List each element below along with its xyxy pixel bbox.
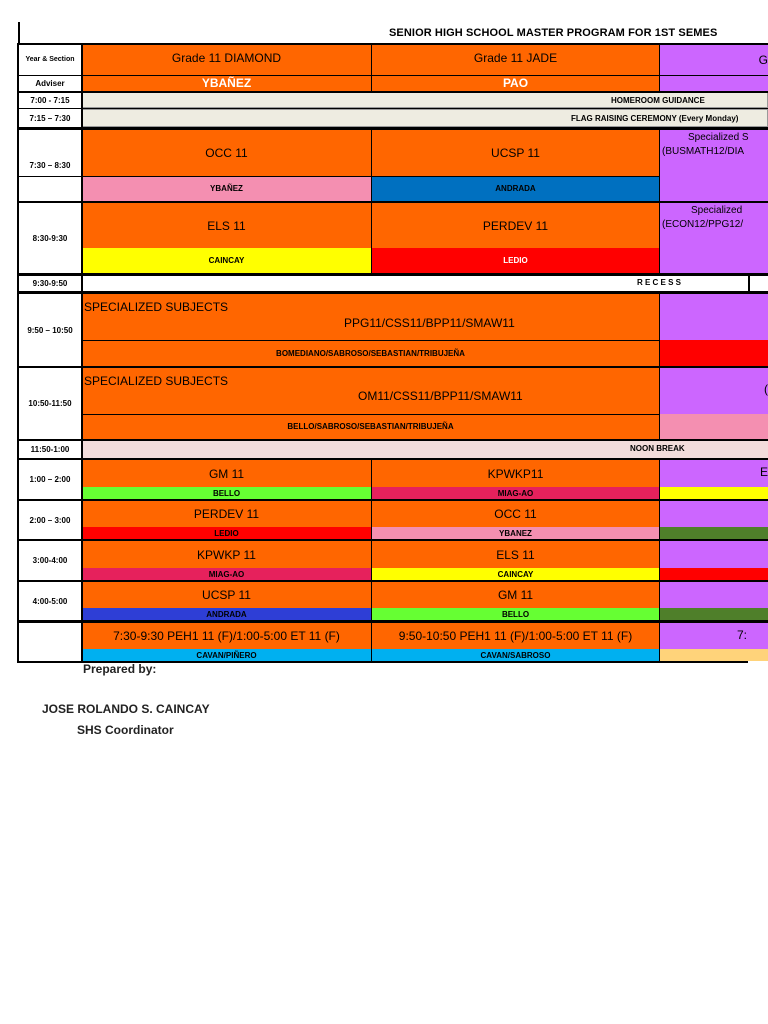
- time-label: 11:50-1:00: [30, 445, 70, 454]
- teacher-cell: ANDRADA: [371, 176, 659, 201]
- time-label: 7:15 – 7:30: [29, 113, 71, 123]
- teacher-cell: BELLO: [371, 608, 659, 620]
- time-label: 7:30 – 8:30: [29, 161, 71, 170]
- subject-cell: PERDEV 11: [82, 501, 371, 527]
- subject-cell: GM 11: [82, 460, 371, 487]
- year-section-label: Year & Section: [25, 56, 75, 63]
- time-label: 7:00 - 7:15: [30, 95, 70, 105]
- pe-teacher-cell-third: [659, 649, 768, 661]
- teacher-cell: MIAG-AO: [371, 487, 659, 499]
- pe-schedule-cell: 9:50-10:50 PEH1 11 (F)/1:00-5:00 ET 11 (F): [371, 623, 659, 649]
- subject-cell: UCSP 11: [82, 582, 371, 608]
- time-label-empty: [18, 623, 82, 661]
- time-label: 8:30-9:30: [32, 233, 68, 243]
- recess-banner: [82, 276, 768, 291]
- specialized-heading: SPECIALIZED SUBJECTS: [84, 300, 229, 314]
- noon-break-banner: [82, 441, 768, 458]
- subject-cell: KPWKP 11: [82, 541, 371, 568]
- subject-cell: KPWKP11: [371, 460, 659, 487]
- specialized-block: [82, 368, 659, 414]
- section-jade: Grade 11 JADE: [371, 44, 659, 75]
- subject-cell: OCC 11: [371, 501, 659, 527]
- subject-cell: OCC 11: [82, 130, 371, 176]
- specialized-subjects: PPG11/CSS11/BPP11/SMAW11: [344, 316, 515, 330]
- subject-cell-third: [659, 203, 768, 248]
- pe-teacher-cell: CAVAN/SABROSO: [371, 649, 659, 661]
- time-label: 10:50-11:50: [28, 399, 72, 408]
- subject-cell: ELS 11: [371, 541, 659, 568]
- teacher-cell-third: [659, 414, 768, 439]
- teacher-cell: CAINCAY: [371, 568, 659, 580]
- specialized-teachers: BELLO/SABROSO/SEBASTIAN/TRIBUJEÑA: [82, 414, 659, 439]
- specialized-subjects: OM11/CSS11/BPP11/SMAW11: [358, 389, 523, 403]
- homeroom-banner: [82, 92, 768, 108]
- pe-schedule-cell: 7:30-9:30 PEH1 11 (F)/1:00-5:00 ET 11 (F): [82, 623, 371, 649]
- subject-cell: PERDEV 11: [371, 203, 659, 248]
- subject-cell-third: [659, 582, 768, 608]
- adviser-jade: PAO: [371, 75, 659, 91]
- teacher-cell-third: [659, 608, 768, 620]
- teacher-cell-third: [659, 340, 768, 366]
- teacher-cell: ANDRADA: [82, 608, 371, 620]
- recess-text: R E C E S S: [637, 278, 682, 287]
- subject-cell-third: [659, 501, 768, 527]
- subject-line: Specialized: [691, 205, 743, 216]
- subject-line: (ECON12/PPG12/: [662, 219, 744, 230]
- subject-cell-third: [659, 460, 768, 487]
- document-title: SENIOR HIGH SCHOOL MASTER PROGRAM FOR 1ST SEMES: [389, 27, 718, 39]
- teacher-cell-third: [659, 248, 768, 273]
- time-label: 9:30-9:50: [32, 279, 68, 288]
- time-label: 1:00 – 2:00: [29, 475, 71, 484]
- section-diamond: Grade 11 DIAMOND: [82, 44, 371, 75]
- teacher-cell: LEDIO: [82, 527, 371, 539]
- time-label: 4:00-5:00: [32, 596, 68, 606]
- partial-text: E: [759, 465, 768, 479]
- time-label: 3:00-4:00: [32, 556, 68, 565]
- time-label: 9:50 – 10:50: [27, 325, 73, 335]
- noon-break-text: NOON BREAK: [630, 444, 685, 453]
- teacher-cell: YBANEZ: [371, 527, 659, 539]
- section-third: G: [659, 44, 768, 75]
- teacher-cell-third: [659, 176, 768, 201]
- teacher-cell-third: [659, 487, 768, 499]
- specialized-heading: SPECIALIZED SUBJECTS: [84, 374, 229, 388]
- coordinator-name: JOSE ROLANDO S. CAINCAY: [42, 702, 210, 716]
- flag-ceremony-text: FLAG RAISING CEREMONY (Every Monday): [571, 113, 739, 123]
- subject-cell-third: [659, 130, 768, 176]
- subject-line: Specialized S: [688, 132, 749, 143]
- teacher-cell: YBAÑEZ: [82, 176, 371, 201]
- teacher-cell-third: [659, 568, 768, 580]
- subject-cell-third: [659, 541, 768, 568]
- adviser-diamond: YBAÑEZ: [82, 75, 371, 91]
- subject-cell-third: [659, 294, 768, 340]
- flag-ceremony-banner: [82, 109, 768, 127]
- teacher-cell: LEDIO: [371, 248, 659, 273]
- pe-cell-third: [659, 623, 768, 649]
- subject-cell-third: [659, 368, 768, 414]
- subject-line: (BUSMATH12/DIA: [662, 146, 745, 157]
- prepared-by-label: Prepared by:: [83, 662, 157, 676]
- specialized-block: [82, 294, 659, 340]
- subject-cell: GM 11: [371, 582, 659, 608]
- teacher-cell: MIAG-AO: [82, 568, 371, 580]
- partial-text: (: [764, 382, 768, 396]
- adviser-third: [659, 75, 768, 91]
- time-label: 2:00 – 3:00: [29, 515, 71, 525]
- partial-text: 7:: [737, 628, 748, 642]
- subject-cell: UCSP 11: [371, 130, 659, 176]
- teacher-cell: CAINCAY: [82, 248, 371, 273]
- teacher-cell-third: [659, 527, 768, 539]
- subject-cell: ELS 11: [82, 203, 371, 248]
- pe-teacher-cell: CAVAN/PIÑERO: [82, 649, 371, 661]
- coordinator-position: SHS Coordinator: [77, 723, 174, 737]
- teacher-cell: BELLO: [82, 487, 371, 499]
- homeroom-text: HOMEROOM GUIDANCE: [611, 95, 705, 105]
- specialized-teachers: BOMEDIANO/SABROSO/SEBASTIAN/TRIBUJEÑA: [82, 340, 659, 366]
- adviser-label: Adviser: [35, 78, 65, 88]
